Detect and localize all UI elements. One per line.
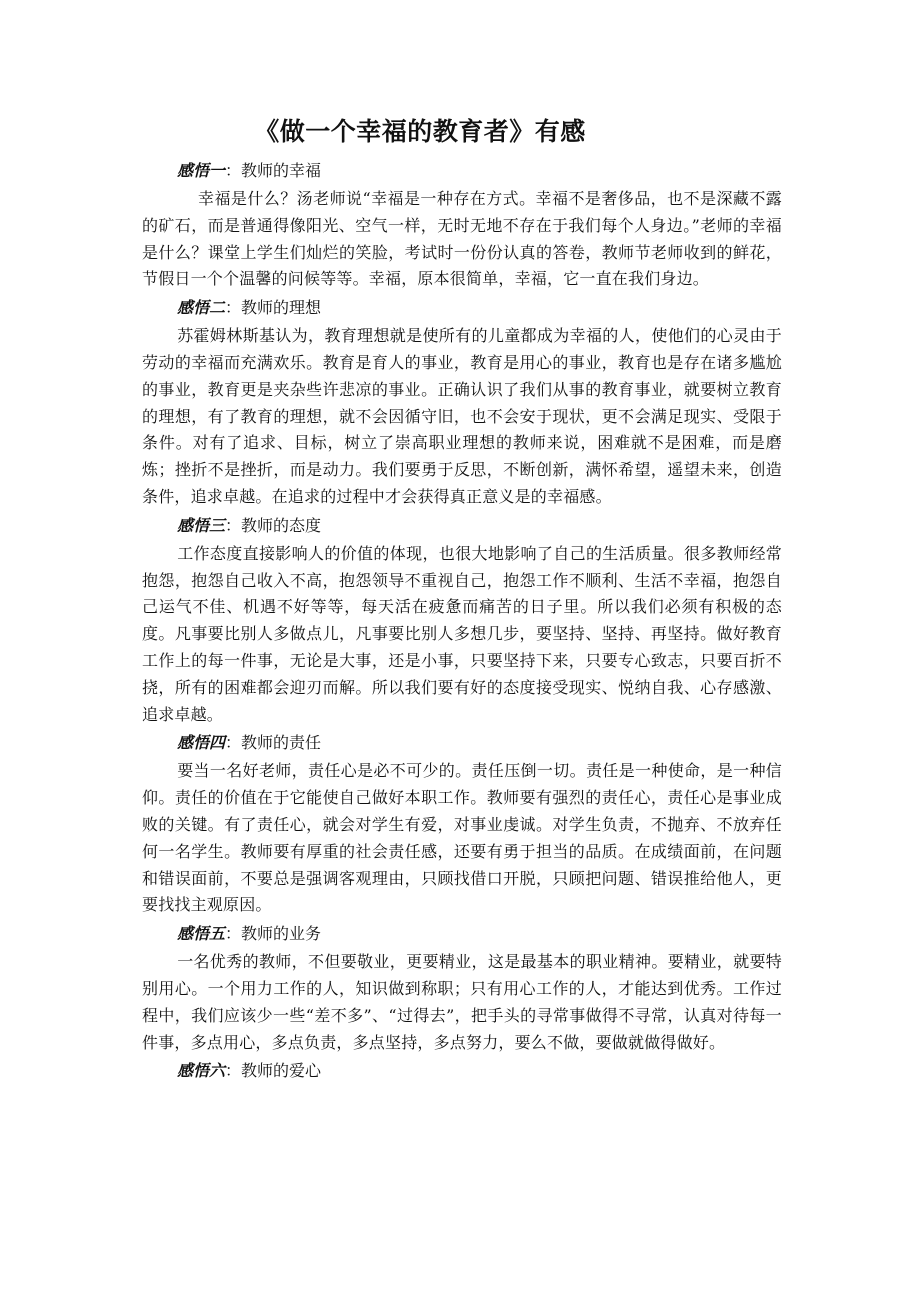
document-body: [142, 158, 782, 1086]
section-label: 感悟三: [177, 515, 226, 535]
section-label: 感悟一: [177, 161, 226, 180]
document-title: 《做一个幸福的教育者》有感: [254, 117, 586, 146]
section-heading: [142, 730, 782, 756]
section-heading: [142, 921, 782, 947]
section-paragraph: 苏霍姆林斯基认为，教育理想就是使所有的儿童都成为幸福的人，使他们的心灵由于劳动的幸福而充满欢乐。教育是育人的事业，教育是用心的事业，教育也是存在诸多尴尬的事业，教育更是夹杂些许悲凉的事业。正确认识了我们从事的教育事业，就要树立教育的理想，有了教育的理想，就不会因循守旧，也不会安于现状，更不会满足现实、受限于条件。对有了追求、目标，树立了崇高职业理想的教师来说，困难就不是困难，而是磨炼；挫折不是挫折，而是动力。我们要勇于反思，不断创新，满怀希望，遥望未来，创造条件，追求卓越。在追求的过程中才会获得真正意义是的幸福感。: [142, 326, 782, 506]
heading-colon: ：: [225, 298, 242, 318]
section-2: [142, 295, 782, 511]
section-label: 感悟四: [177, 733, 226, 753]
section-label: 感悟六: [177, 1061, 226, 1081]
section-heading: [142, 513, 782, 539]
section-3: [142, 513, 782, 729]
heading-colon: ：: [225, 1061, 242, 1081]
section-topic: 教师的幸福: [241, 161, 322, 180]
section-topic: 教师的理想: [241, 298, 322, 318]
section-paragraph: 要当一名好老师，责任心是必不可少的。责任压倒一切。责任是一种使命，是一种信仰。责任的价值在于它能使自己做好本职工作。教师要有强烈的责任心，责任心是事业成败的关键。有了责任心，就会对学生有爱，对事业虔诚。对学生负责，不抛弃、不放弃任何一名学生。教师要有厚重的社会责任感，还要有勇于担当的品质。在成绩面前，在问题和错误面前，不要总是强调客观理由，只顾找借口开脱，只顾把问题、错误推给他人，更要找找主观原因。: [142, 761, 782, 915]
section-topic: 教师的业务: [241, 924, 322, 944]
section-paragraph: 幸福是什么？汤老师说“幸福是一种存在方式。幸福不是奢侈品，也不是深藏不露的矿石，而是普通得像阳光、空气一样，无时无地不存在于我们每个人身边。”老师的幸福是什么？课堂上学生们灿烂的笑脸，考试时一份份认真的答卷，教师节老师收到的鲜花，节假日一个个温馨的问候等等。幸福，原本很简单，幸福，它一直在我们身边。: [142, 189, 782, 289]
section-6: [142, 1058, 782, 1084]
section-heading: [142, 158, 782, 184]
section-topic: 教师的态度: [241, 515, 322, 535]
section-heading: [142, 295, 782, 321]
section-paragraph: 一名优秀的教师，不但要敬业，更要精业，这是最基本的职业精神。要精业，就要特别用心。一个用力工作的人，知识做到称职；只有用心工作的人，才能达到优秀。工作过程中，我们应该少一些“差不多”、“过得去”，把手头的寻常事做得不寻常，认真对待每一件事，多点用心，多点负责，多点坚持，多点努力，要么不做，要做就做得做好。: [142, 952, 782, 1052]
section-label: 感悟五: [177, 924, 226, 944]
section-heading: [142, 1058, 782, 1084]
section-1: [142, 158, 782, 293]
section-4: [142, 730, 782, 919]
section-paragraph: 工作态度直接影响人的价值的体现，也很大地影响了自己的生活质量。很多教师经常抱怨，抱怨自己收入不高，抱怨领导不重视自己，抱怨工作不顺利、生活不幸福，抱怨自己运气不佳、机遇不好等等，每天活在疲惫而痛苦的日子里。所以我们必须有积极的态度。凡事要比别人多做点儿，凡事要比别人多想几步，要坚持、坚持、再坚持。做好教育工作上的每一件事，无论是大事，还是小事，只要坚持下来，只要专心致志，只要百折不挠，所有的困难都会迎刃而解。所以我们要有好的态度接受现实、悦纳自我、心存感激、追求卓越。: [142, 543, 782, 724]
heading-colon: ：: [225, 924, 242, 944]
section-label: 感悟二: [177, 298, 226, 318]
section-topic: 教师的责任: [241, 733, 322, 753]
heading-colon: ：: [225, 515, 242, 535]
heading-colon: ：: [225, 733, 242, 753]
heading-colon: ：: [225, 161, 242, 180]
section-topic: 教师的爱心: [241, 1061, 322, 1081]
section-5: [142, 921, 782, 1056]
